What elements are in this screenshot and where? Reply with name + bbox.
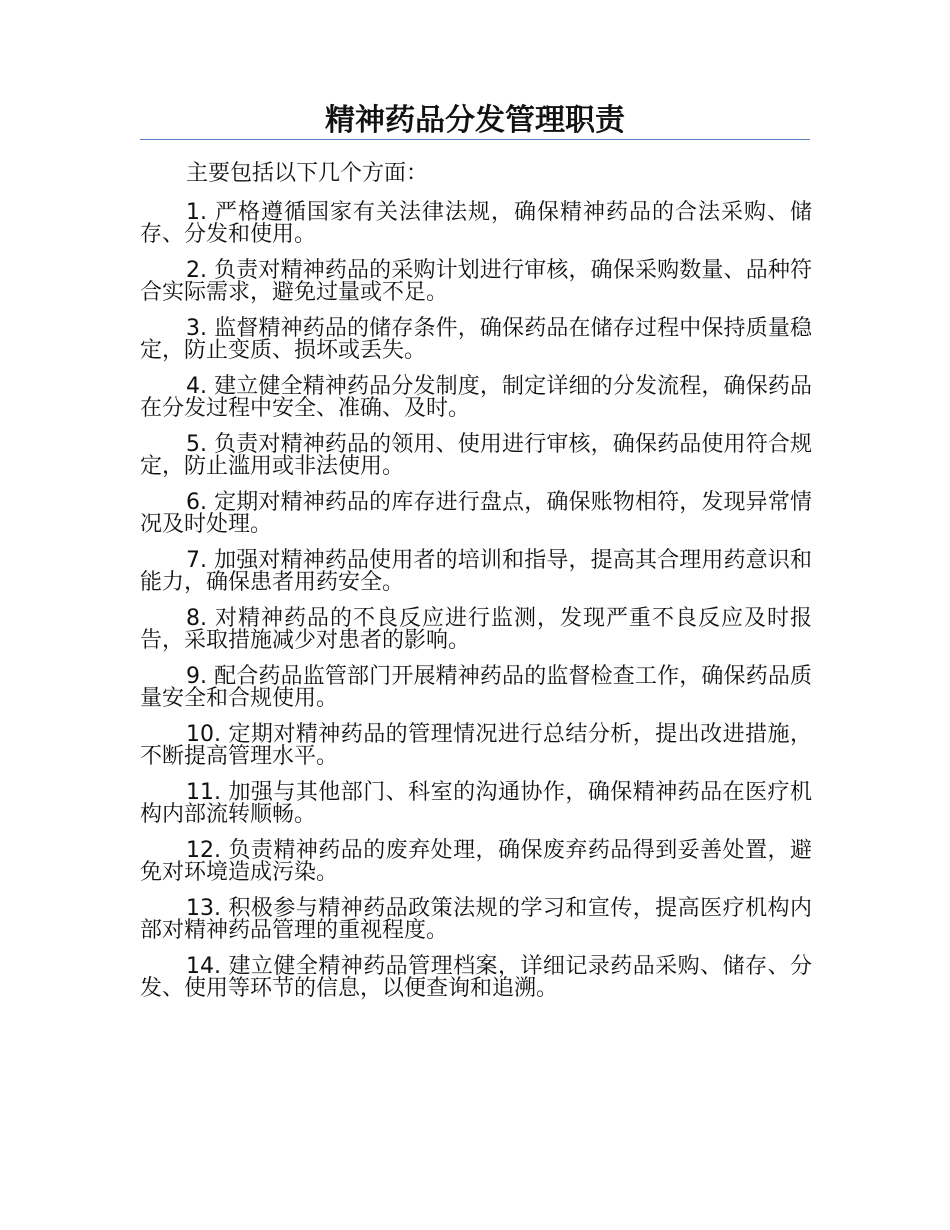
list-item: 8. 对精神药品的不良反应进行监测，发现严重不良反应及时报告，采取措施减少对患者的影响。 (140, 606, 812, 653)
list-item: 13. 积极参与精神药品政策法规的学习和宣传，提高医疗机构内部对精神药品管理的重视程度。 (140, 896, 812, 943)
list-item: 9. 配合药品监管部门开展精神药品的监督检查工作，确保药品质量安全和合规使用。 (140, 664, 812, 711)
list-item: 7. 加强对精神药品使用者的培训和指导，提高其合理用药意识和能力，确保患者用药安全。 (140, 548, 812, 595)
list-item: 5. 负责对精神药品的领用、使用进行审核，确保药品使用符合规定，防止滥用或非法使用。 (140, 432, 812, 479)
list-item: 1. 严格遵循国家有关法律法规，确保精神药品的合法采购、储存、分发和使用。 (140, 200, 812, 247)
list-item: 14. 建立健全精神药品管理档案，详细记录药品采购、储存、分发、使用等环节的信息，以便查询和追溯。 (140, 954, 812, 1001)
document-body (140, 156, 812, 1014)
title-underline (140, 139, 810, 140)
list-item: 6. 定期对精神药品的库存进行盘点，确保账物相符，发现异常情况及时处理。 (140, 490, 812, 537)
intro-paragraph: 主要包括以下几个方面： (186, 161, 429, 186)
list-item: 3. 监督精神药品的储存条件，确保药品在储存过程中保持质量稳定，防止变质、损坏或丢失。 (140, 316, 812, 363)
list-item: 10. 定期对精神药品的管理情况进行总结分析，提出改进措施，不断提高管理水平。 (140, 722, 812, 769)
list-item: 11. 加强与其他部门、科室的沟通协作，确保精神药品在医疗机构内部流转顺畅。 (140, 780, 812, 827)
document-title: 精神药品分发管理职责 (325, 103, 625, 138)
list-item: 4. 建立健全精神药品分发制度，制定详细的分发流程，确保药品在分发过程中安全、准确、及时。 (140, 374, 812, 421)
list-item: 12. 负责精神药品的废弃处理，确保废弃药品得到妥善处置，避免对环境造成污染。 (140, 838, 812, 885)
list-item: 2. 负责对精神药品的采购计划进行审核，确保采购数量、品种符合实际需求，避免过量或不足。 (140, 258, 812, 305)
